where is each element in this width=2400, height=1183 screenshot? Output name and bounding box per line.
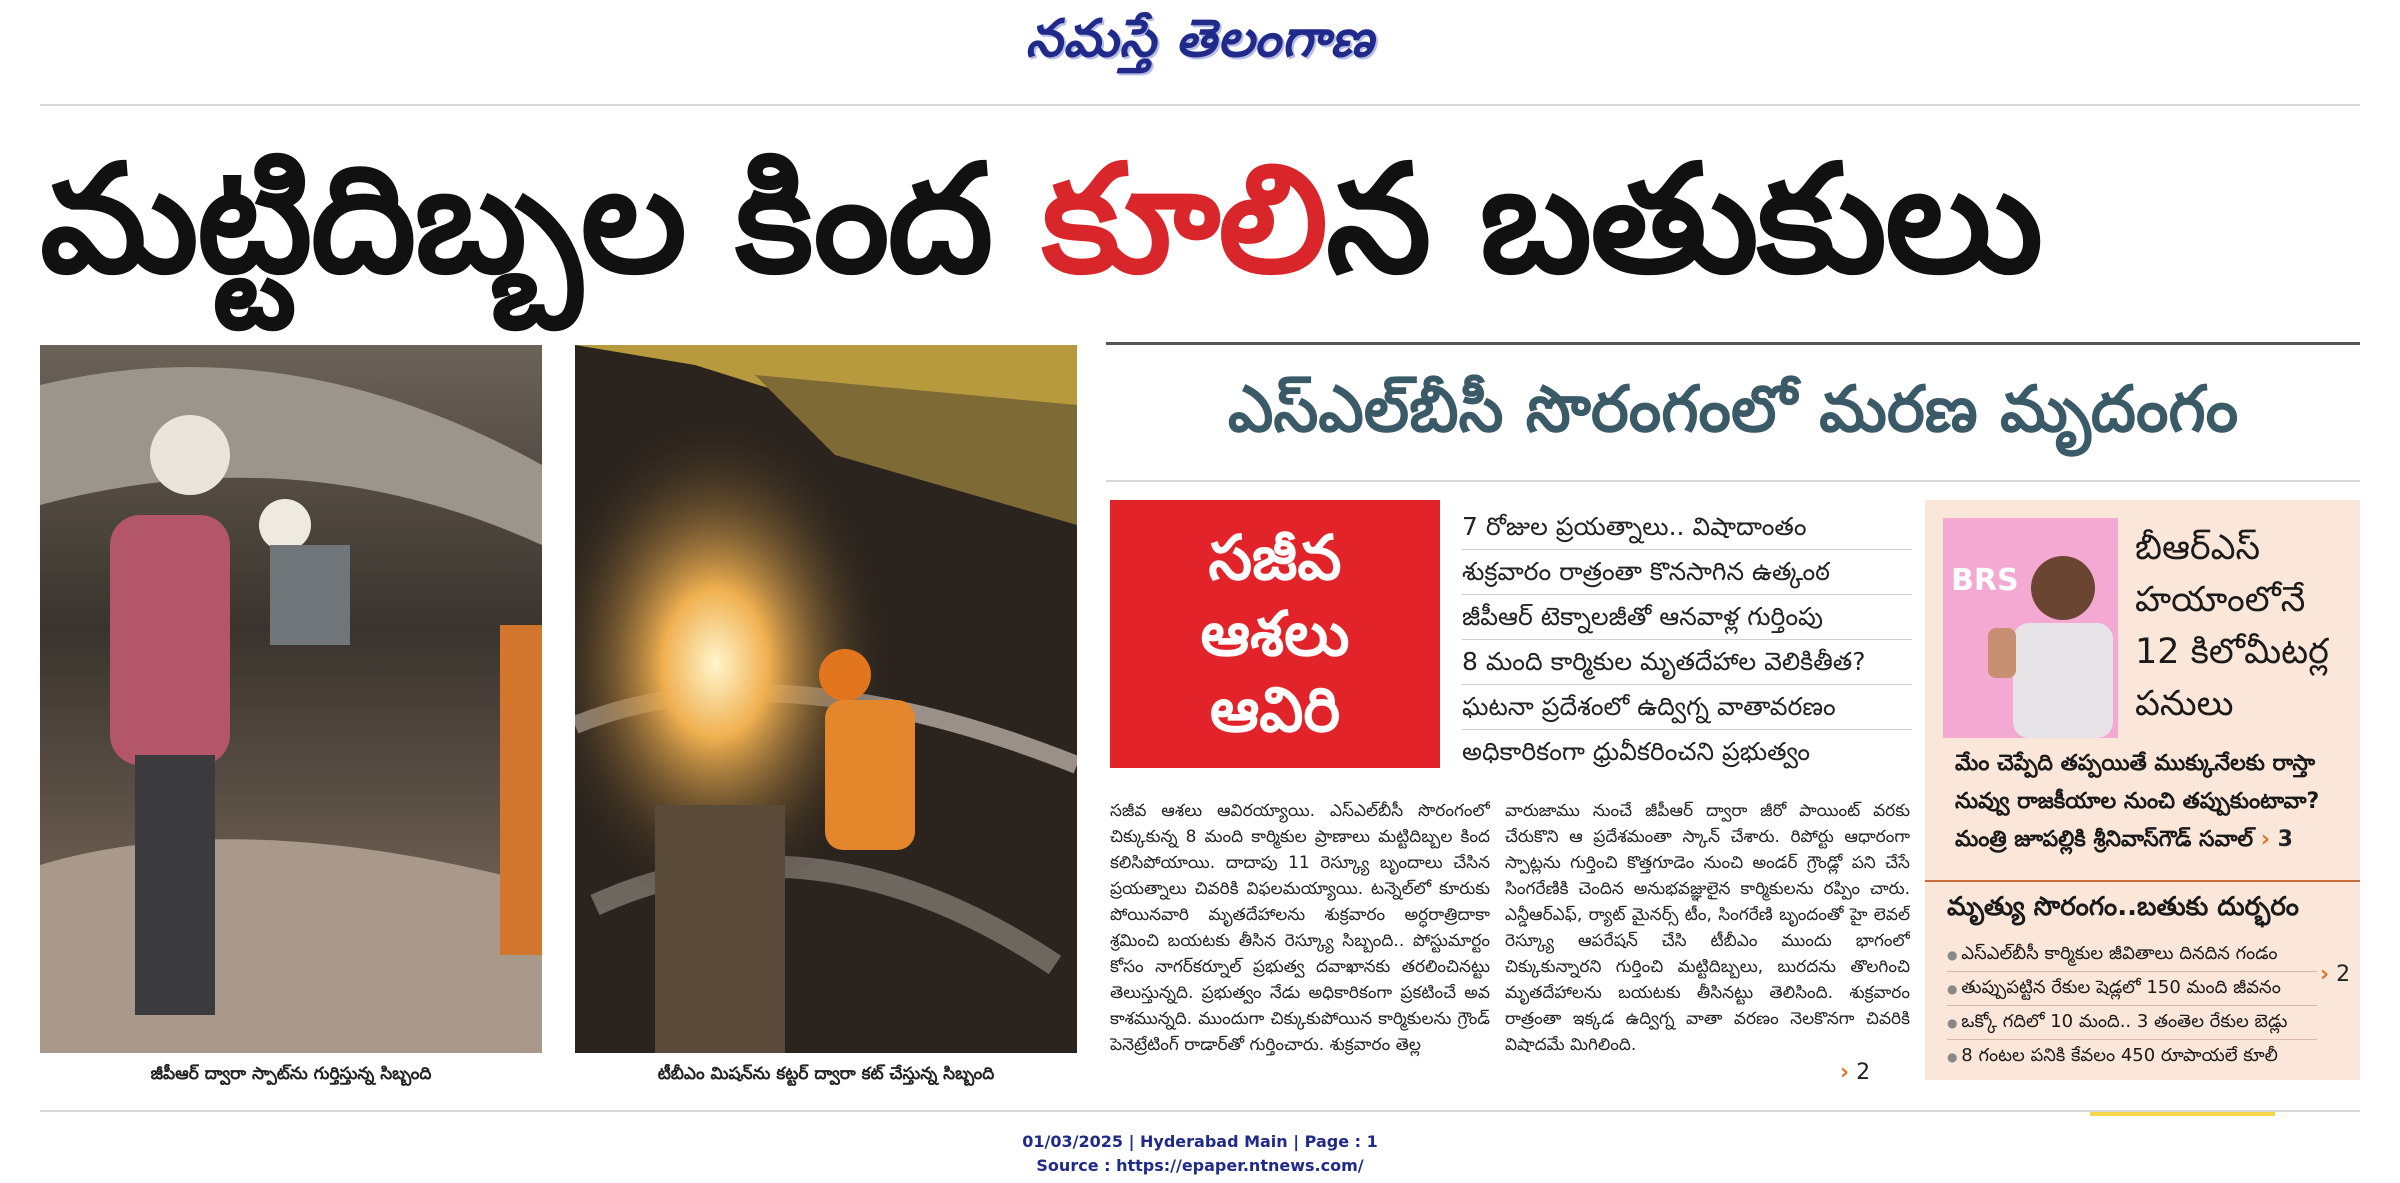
headline-part2: న బతుకులు (1326, 133, 2042, 307)
footer-source[interactable]: Source : https://epaper.ntnews.com/ (1036, 1156, 1364, 1175)
highlight-item: జీపీఆర్ టెక్నాలజీతో ఆనవాళ్ల గుర్తింపు (1462, 595, 1912, 640)
top-divider (40, 104, 2360, 106)
panel-quote: నువ్వు రాజకీయాల నుంచి తప్పుకుంటావా? (1955, 789, 2320, 814)
footer-info: 01/03/2025 | Hyderabad Main | Page : 1 (1022, 1132, 1378, 1151)
panel-title-line: పనులు (2135, 684, 2234, 724)
bullet-item: ● ఒక్కో గదిలో 10 మంది.. 3 తంతెల రేకుల బెడ్లు (1947, 1006, 2317, 1040)
chevron-right-icon: › (2260, 827, 2270, 852)
highlights-list (1462, 505, 1912, 774)
chevron-right-icon: › (2320, 962, 2330, 987)
quote-page-number: 3 (2277, 827, 2293, 852)
photo-caption-1: జీపీఆర్ ద్వారా స్పాట్‌ను గుర్తిస్తున్న సిబ్బంది (150, 1064, 432, 1084)
red-line-1: సజీవ (1208, 521, 1342, 594)
panel-title-line: 12 కిలోమీటర్ల (2135, 632, 2329, 672)
red-line-2: ఆశలు (1200, 597, 1350, 670)
bullets-page-ref[interactable] (2320, 962, 2350, 987)
highlight-item: 7 రోజుల ప్రయత్నాలు.. విషాదాంతం (1462, 505, 1912, 550)
red-line-3: ఆవిరి (1209, 673, 1341, 746)
panel-divider (1925, 880, 2360, 882)
panel-quotes (1955, 745, 2355, 859)
highlight-item: అధికారికంగా ధ్రువీకరించని ప్రభుత్వం (1462, 737, 1811, 766)
chevron-right-icon: › (1840, 1060, 1850, 1085)
panel-title-line: బీఆర్‌ఎస్ (2135, 528, 2261, 568)
side-panel (1925, 500, 2360, 1080)
quote-page-ref[interactable] (2261, 827, 2293, 852)
red-kicker-box (1110, 500, 1440, 768)
headline-part1: మట్టిదిబ్బల కింద (40, 133, 1042, 307)
panel-title-line: హయాంలోనే (2135, 580, 2306, 620)
bullet-item: ● ఎస్‌ఎల్‌బీసీ కార్మికుల జీవితాలు దినదిన గండం (1947, 938, 2317, 972)
panel-headline (2135, 522, 2350, 730)
main-headline (40, 135, 2370, 305)
bullets-page-number: 2 (2336, 962, 2351, 987)
photo-gpr-team (40, 345, 542, 1053)
article-column-1: సజీవ ఆశలు ఆవిరయ్యాయి. ఎస్‌ఎల్‌బీసీ సొరంగంలో చిక్కుకున్న 8 మంది కార్మికుల ప్రాణాలు మట్టిదిబ్బల కింద కలిసిపోయాయి. దాదాపు 11 రెస్క్యూ బృందాలు చేసిన ప్రయత్నాలు చివరికి విఫలమయ్యాయి. టన్నెల్‌లో కూరుకు పోయినవారి మృతదేహాలను శుక్రవారం అర్ధరాత్రిదాకా శ్రమించి బయటకు తీసిన రెస్క్యూ సిబ్బంది.. పోస్టుమార్టం కోసం నాగర్‌కర్నూల్ ప్రభుత్వ దవాఖానకు తరలించినట్టు తెలుస్తున్నది. ప్రభుత్వం నేడు అధికారికంగా ప్రకటించే అవ కాశమున్నది. ముందుగా చిక్కుకుపోయిన కార్మికులను గ్రౌండ్ పెనెట్రేటింగ్ రాడార్‌తో గుర్తించారు. శుక్రవారం తెల్ల (1110, 801, 1490, 1055)
subhead-top-rule (1106, 342, 2360, 345)
highlight-item: ఘటనా ప్రదేశంలో ఉద్విగ్న వాతావరణం (1462, 685, 1912, 730)
brs-badge: BRS (1951, 563, 2019, 598)
article-page-ref[interactable] (1840, 1060, 1870, 1085)
highlight-item: శుక్రవారం రాత్రంతా కొనసాగిన ఉత్కంఠ (1462, 550, 1912, 595)
photo-caption-2: టీబీఎం మిషన్‌ను కట్టర్ ద్వారా కట్ చేస్తున్న సిబ్బంది (657, 1064, 995, 1084)
masthead-logo: నమస్తే తెలంగాణ (1025, 8, 1375, 69)
bullet-item: ● 8 గంటల పనికి కేవలం 450 రూపాయలే కూలీ (1947, 1040, 2317, 1073)
bottom-divider (40, 1110, 2360, 1112)
article-column-2: వారుజాము నుంచే జీపీఆర్ ద్వారా జీరో పాయింట్ వరకు చేరుకొని ఆ ప్రదేశమంతా స్కాన్ చేశారు. రిపోర్టు ఆధారంగా స్పాట్లను గుర్తించి కొత్తగూడెం నుంచి అండర్ గ్రౌండ్లో పని చేసే సింగరేణికి చెందిన అనుభవజ్ఞులైన కార్మికులను రప్పిం చారు. ఎన్డీఆర్‌ఎఫ్, ర్యాట్ మైనర్స్ టీం, సింగరేణి బృందంతో హై లెవల్ రెస్క్యూ ఆపరేషన్ చేసి టీబీఎం ముందు భాగంలో చిక్కుకున్నారని గుర్తించి మట్టిదిబ్బలు, బురదను తొలగించి మృతదేహాలను బయటకు తీసినట్టు తెలిసింది. శుక్రవారం రాత్రంతా ఇక్కడ ఉద్విగ్న వాతా వరణం నెలకొనగా చివరికి విషాదమే మిగిలింది. (1505, 801, 1910, 1055)
yellow-accent (2090, 1112, 2275, 1116)
photo-tbm-cutter (575, 345, 1077, 1053)
panel-quote (1955, 821, 2355, 859)
subheadline: ఎస్‌ఎల్‌బీసీ సొరంగంలో మరణ మృదంగం (1227, 373, 2239, 447)
bullet-item: ● తుప్పుపట్టిన రేకుల షెడ్లలో 150 మంది జీవనం (1947, 972, 2317, 1006)
politician-photo (1943, 518, 2118, 738)
panel-quote-text: మంత్రి జూపల్లికి శ్రీనివాస్‌గౌడ్ సవాల్ (1955, 827, 2254, 852)
highlight-item: 8 మంది కార్మికుల మృతదేహాల వెలికితీత? (1462, 640, 1912, 685)
article-page-number: 2 (1856, 1060, 1871, 1085)
panel-section-title: మృత్యు సొరంగం..బతుకు దుర్భరం (1947, 892, 2299, 922)
subhead-bottom-rule (1106, 480, 2360, 482)
headline-red: కూలి (1041, 133, 1327, 307)
panel-quote: మేం చెప్పేది తప్పయితే ముక్కునేలకు రాస్తా (1955, 751, 2316, 776)
panel-bullets (1947, 938, 2317, 1073)
